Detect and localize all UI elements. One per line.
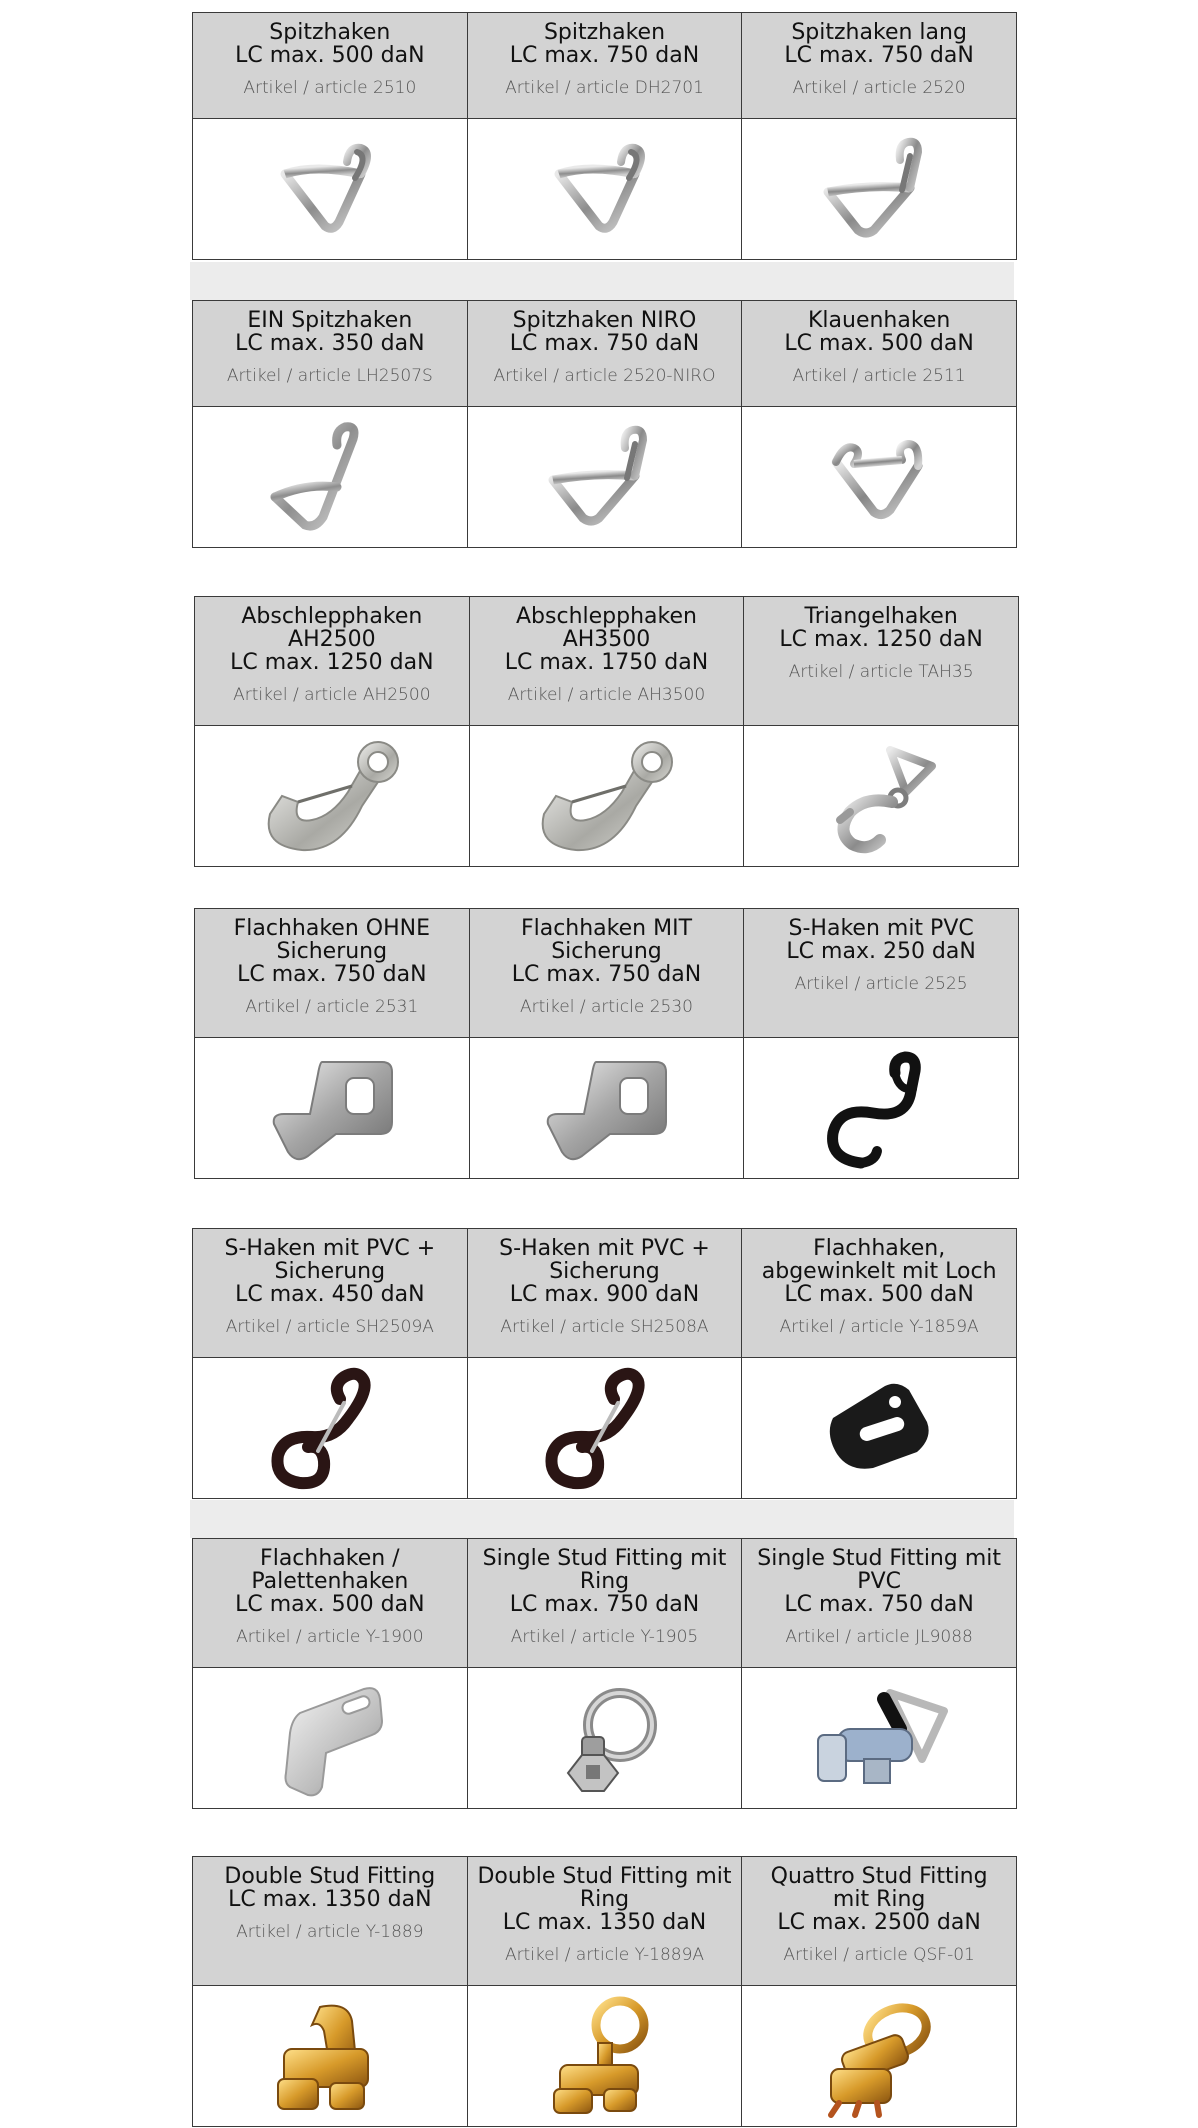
product-title-line: LC max. 450 daN [235, 1282, 425, 1307]
product-title-line: mit Ring [832, 1887, 926, 1912]
product-image-cell [742, 1668, 1017, 1809]
product-title-line: LC max. 2500 daN [777, 1910, 981, 1935]
product-group [192, 1538, 1017, 1809]
product-title-line: Ring [579, 1569, 630, 1594]
product-article-number: Artikel / article 2520 [792, 78, 966, 98]
product-article-number: Artikel / article 2531 [245, 997, 419, 1017]
product-header-cell [742, 1539, 1017, 1668]
product-article-number: Artikel / article Y-1900 [236, 1627, 424, 1647]
product-title-line: Spitzhaken [543, 20, 666, 45]
product-title-line: LC max. 900 daN [509, 1282, 700, 1307]
product-title-line: Triangelhaken [804, 604, 958, 629]
product-image-cell [742, 1986, 1017, 2127]
product-article-number: Artikel / article Y-1905 [510, 1627, 699, 1647]
double-stud-ring-icon [468, 1991, 742, 2121]
product-title-line: Double Stud Fitting [224, 1864, 436, 1889]
product-title-line: Abschlepphaken [241, 604, 423, 629]
product-image-cell [744, 1038, 1019, 1179]
product-article-number: Artikel / article AH2500 [233, 685, 431, 705]
product-title-line: LC max. 750 daN [511, 962, 702, 987]
separator-band [190, 262, 1014, 300]
product-image-cell [744, 726, 1019, 867]
product-title-line: LC max. 1350 daN [502, 1910, 707, 1935]
product-image-cell [195, 1038, 470, 1179]
product-title-line: LC max. 500 daN [235, 43, 425, 68]
stud-pvc-icon [742, 1673, 1016, 1803]
product-header-cell [744, 909, 1019, 1038]
product-header-cell [193, 301, 468, 407]
product-article-number: Artikel / article Y-1889 [236, 1922, 424, 1942]
product-header-cell [742, 1857, 1017, 1986]
product-header-cell [742, 1229, 1017, 1358]
product-title-line: AH3500 [562, 627, 651, 652]
product-group [192, 12, 1017, 260]
product-title-line: LC max. 750 daN [509, 331, 700, 356]
product-article-number: Artikel / article LH2507S [226, 366, 433, 386]
product-article-number: Artikel / article SH2509A [225, 1317, 434, 1337]
product-group [192, 1856, 1017, 2127]
product-article-number: Artikel / article 2530 [520, 997, 693, 1017]
product-title-line: Palettenhaken [251, 1569, 409, 1594]
product-title-line: LC max. 750 daN [237, 962, 427, 987]
double-stud-icon [193, 1991, 467, 2121]
product-title-line: Abschlepphaken [516, 604, 697, 629]
long-triangle-hook-icon [468, 422, 742, 532]
product-title-line: LC max. 750 daN [784, 43, 974, 68]
product-article-number: Artikel / article 2525 [794, 974, 968, 994]
product-image-cell [467, 119, 742, 260]
stud-ring-icon [468, 1673, 742, 1803]
product-group [192, 1228, 1017, 1499]
product-title-line: LC max. 500 daN [784, 1282, 974, 1307]
product-title-line: Sicherung [549, 1259, 660, 1284]
product-article-number: Artikel / article 2520-NIRO [493, 366, 716, 386]
product-title-line: LC max. 1250 daN [779, 627, 983, 652]
s-hook-latch-icon [193, 1363, 467, 1493]
product-group [194, 596, 1019, 867]
triangle-hook-icon [193, 134, 467, 244]
product-header-cell [193, 1857, 468, 1986]
product-image-cell [467, 1668, 742, 1809]
product-header-cell [467, 1857, 742, 1986]
product-title-line: Quattro Stud Fitting [770, 1864, 988, 1889]
product-image-cell [193, 1358, 468, 1499]
product-title-line: LC max. 500 daN [784, 331, 974, 356]
product-title-line: Ring [579, 1887, 630, 1912]
product-header-cell [195, 597, 470, 726]
product-title-line: LC max. 350 daN [235, 331, 425, 356]
product-image-cell [193, 119, 468, 260]
product-title-line: EIN Spitzhaken [247, 308, 413, 333]
flat-hook-icon [195, 1048, 469, 1168]
delta-hook-icon [744, 736, 1018, 856]
product-article-number: Artikel / article SH2508A [500, 1317, 709, 1337]
product-article-number: Artikel / article 2510 [243, 78, 417, 98]
long-triangle-hook-icon [742, 134, 1016, 244]
s-hook-icon [744, 1043, 1018, 1173]
product-title-line: LC max. 750 daN [784, 1592, 974, 1617]
quattro-stud-icon [742, 1991, 1016, 2121]
pallet-hook-icon [193, 1673, 467, 1803]
product-title-line: Flachhaken OHNE [233, 916, 430, 941]
product-title-line: Flachhaken / [260, 1546, 400, 1571]
product-title-line: Spitzhaken lang [791, 20, 967, 45]
angled-plate-icon [742, 1368, 1016, 1488]
product-title-line: LC max. 250 daN [786, 939, 976, 964]
single-hook-icon [193, 417, 467, 537]
product-title-line: Single Stud Fitting mit [757, 1546, 1001, 1571]
product-image-cell [193, 407, 468, 548]
product-header-cell [467, 1539, 742, 1668]
product-header-cell [193, 1229, 468, 1358]
product-title-line: Single Stud Fitting mit [482, 1546, 727, 1571]
product-header-cell [467, 13, 742, 119]
product-header-cell [742, 13, 1017, 119]
product-image-cell [193, 1668, 468, 1809]
product-header-cell [193, 13, 468, 119]
product-article-number: Artikel / article Y-1889A [504, 1945, 705, 1965]
product-title-line: Sicherung [274, 1259, 386, 1284]
product-title-line: S-Haken mit PVC + [224, 1236, 436, 1261]
product-header-cell [467, 1229, 742, 1358]
product-title-line: Spitzhaken [269, 20, 391, 45]
product-article-number: Artikel / article DH2701 [505, 78, 704, 98]
product-title-line: LC max. 1350 daN [228, 1887, 432, 1912]
product-title-line: Flachhaken MIT [520, 916, 693, 941]
product-article-number: Artikel / article AH3500 [507, 685, 706, 705]
product-header-cell [742, 301, 1017, 407]
product-image-cell [193, 1986, 468, 2127]
product-header-cell [469, 909, 744, 1038]
product-group [194, 908, 1019, 1179]
product-title-line: Flachhaken, [813, 1236, 946, 1261]
product-title-line: LC max. 750 daN [509, 43, 700, 68]
product-title-line: Sicherung [551, 939, 662, 964]
product-header-cell [469, 597, 744, 726]
product-title-line: LC max. 750 daN [509, 1592, 700, 1617]
product-image-cell [742, 407, 1017, 548]
product-title-line: Sicherung [276, 939, 388, 964]
product-image-cell [467, 1986, 742, 2127]
product-image-cell [467, 1358, 742, 1499]
product-title-line: LC max. 1750 daN [504, 650, 709, 675]
product-header-cell [195, 909, 470, 1038]
product-title-line: PVC [857, 1569, 901, 1594]
product-group [192, 300, 1017, 548]
product-article-number: Artikel / article Y-1859A [779, 1317, 979, 1337]
product-title-line: Double Stud Fitting mit [477, 1864, 732, 1889]
s-hook-latch-icon [468, 1363, 742, 1493]
product-title-line: S-Haken mit PVC [788, 916, 974, 941]
product-image-cell [469, 1038, 744, 1179]
product-title-line: Spitzhaken NIRO [512, 308, 697, 333]
product-image-cell [467, 407, 742, 548]
triangle-hook-icon [468, 134, 742, 244]
product-title-line: abgewinkelt mit Loch [761, 1259, 997, 1284]
flat-hook-icon [470, 1048, 744, 1168]
tow-hook-icon [470, 736, 744, 856]
product-title-line: LC max. 1250 daN [230, 650, 434, 675]
product-title-line: AH2500 [288, 627, 376, 652]
product-image-cell [195, 726, 470, 867]
product-header-cell [467, 301, 742, 407]
product-title-line: S-Haken mit PVC + [499, 1236, 710, 1261]
product-title-line: LC max. 500 daN [235, 1592, 425, 1617]
tow-hook-icon [195, 736, 469, 856]
product-article-number: Artikel / article 2511 [792, 366, 966, 386]
product-image-cell [742, 119, 1017, 260]
product-image-cell [469, 726, 744, 867]
product-title-line: Klauenhaken [807, 308, 951, 333]
product-article-number: Artikel / article TAH35 [788, 662, 974, 682]
product-header-cell [744, 597, 1019, 726]
separator-band [190, 1500, 1014, 1538]
claw-hook-icon [742, 422, 1016, 532]
product-header-cell [193, 1539, 468, 1668]
product-image-cell [742, 1358, 1017, 1499]
product-article-number: Artikel / article JL9088 [785, 1627, 973, 1647]
product-article-number: Artikel / article QSF-01 [783, 1945, 975, 1965]
